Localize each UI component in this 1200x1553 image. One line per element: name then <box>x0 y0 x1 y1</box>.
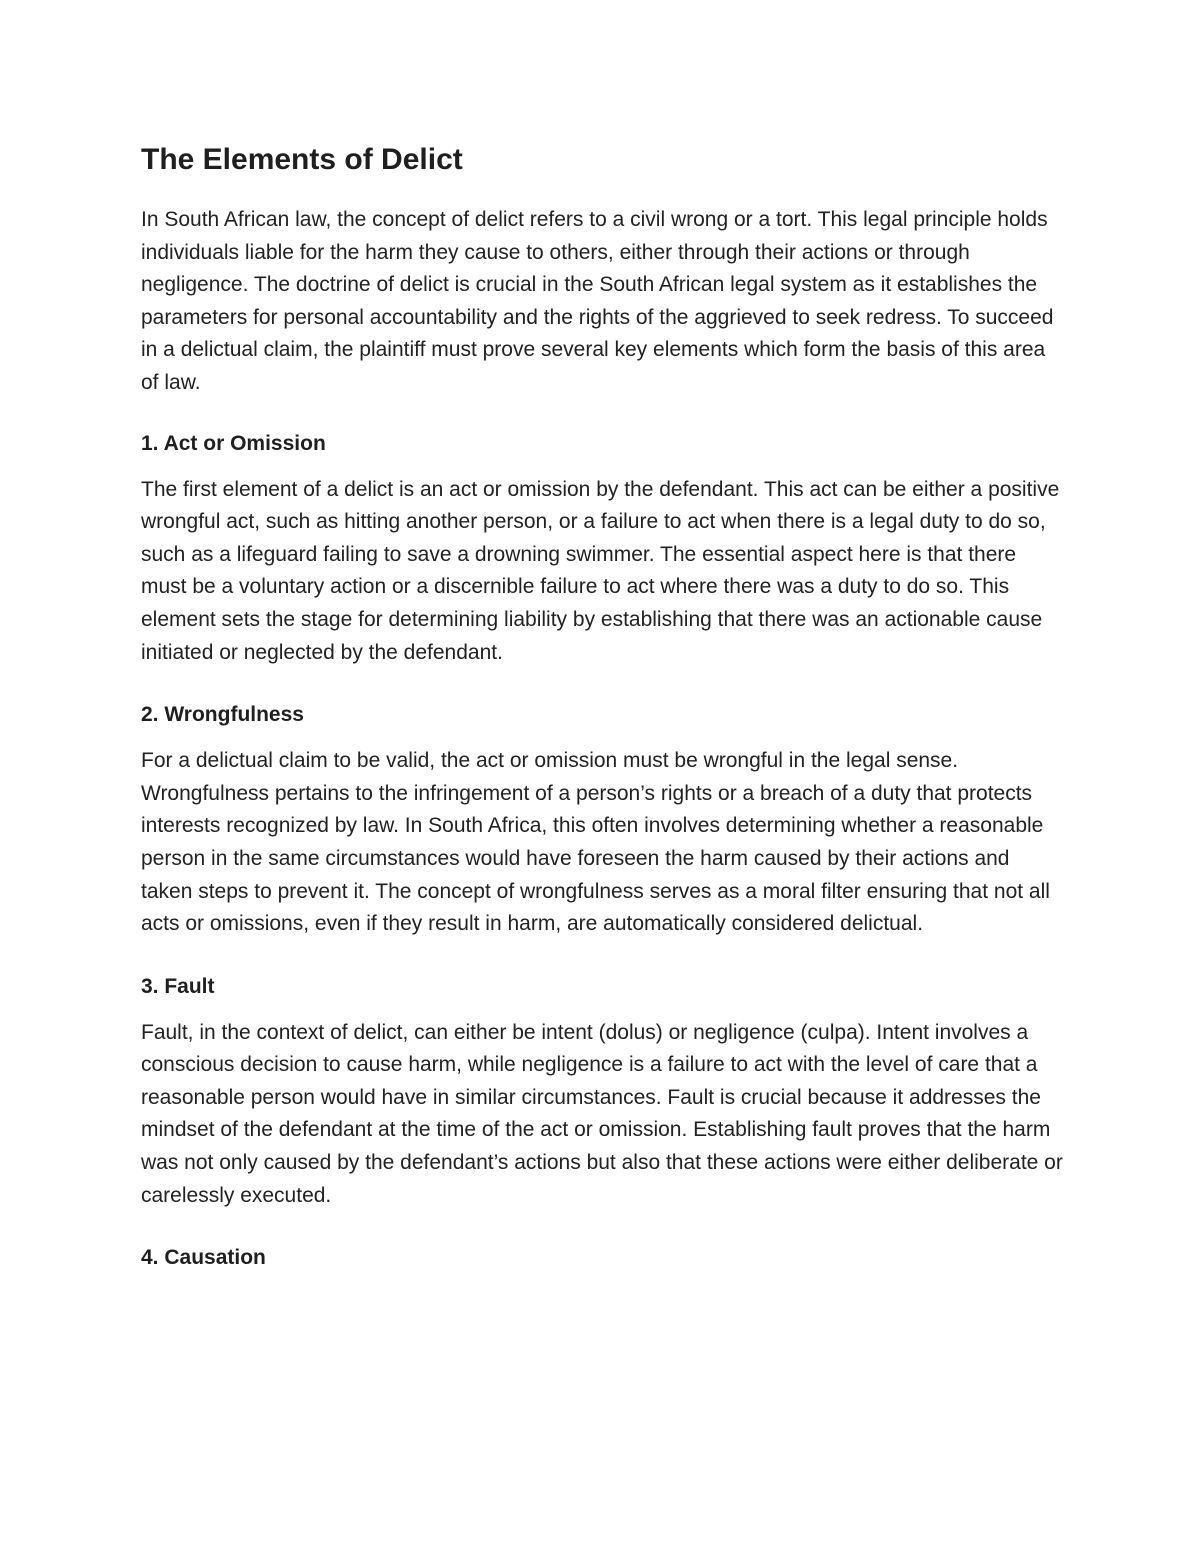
intro-paragraph: In South African law, the concept of delict refers to a civil wrong or a tort. This legal principle holds individuals liable for the harm they cause to others, either through their actions or through negligence. The doctrine of delict is crucial in the South African legal system as it establishes the parameters for personal accountability and the rights of the aggrieved to seek redress. To succeed in a delictual claim, the plaintiff must prove several key elements which form the basis of this area of law. <box>141 208 1054 394</box>
section-fault <box>141 971 1066 1213</box>
section-heading: 3. Fault <box>141 974 215 998</box>
section-heading: 2. Wrongfulness <box>141 703 304 727</box>
section-causation <box>141 1242 1066 1274</box>
section-body: The first element of a delict is an act or omission by the defendant. This act can be either a positive wrongful act, such as hitting another person, or a failure to act when there is a legal duty to do so, such as a lifeguard failing to save a drowning swimmer. The essential aspect here is that there must be a voluntary action or a discernible failure to act where there was a duty to do so. This element sets the stage for determining liability by establishing that there was an actionable cause initiated or neglected by the defendant. <box>141 477 1060 664</box>
document-page <box>141 138 1066 1274</box>
section-wrongfulness <box>141 699 1066 941</box>
section-heading: 1. Act or Omission <box>141 431 326 455</box>
section-act-or-omission <box>141 428 1066 670</box>
section-heading: 4. Causation <box>141 1246 266 1270</box>
section-body: For a delictual claim to be valid, the act or omission must be wrongful in the legal sense. Wrongfulness pertains to the infringement of a person’s rights or a breach of a duty that protects interests recognized by law. In South Africa, this often involves determining whether a reasonable person in the same circumstances would have foreseen the harm caused by their actions and taken steps to prevent it. The concept of wrongfulness serves as a moral filter ensuring that not all acts or omissions, even if they result in harm, are automatically considered delictual. <box>141 749 1050 936</box>
document-title: The Elements of Delict <box>141 143 463 176</box>
section-body: Fault, in the context of delict, can either be intent (dolus) or negligence (culpa). Intent involves a conscious decision to cause harm, while negligence is a failure to act with the level of care that a reasonable person would have in similar circumstances. Fault is crucial because it addresses the mindset of the defendant at the time of the act or omission. Establishing fault proves that the harm was not only caused by the defendant’s actions but also that these actions were either deliberate or carelessly executed. <box>141 1020 1063 1207</box>
